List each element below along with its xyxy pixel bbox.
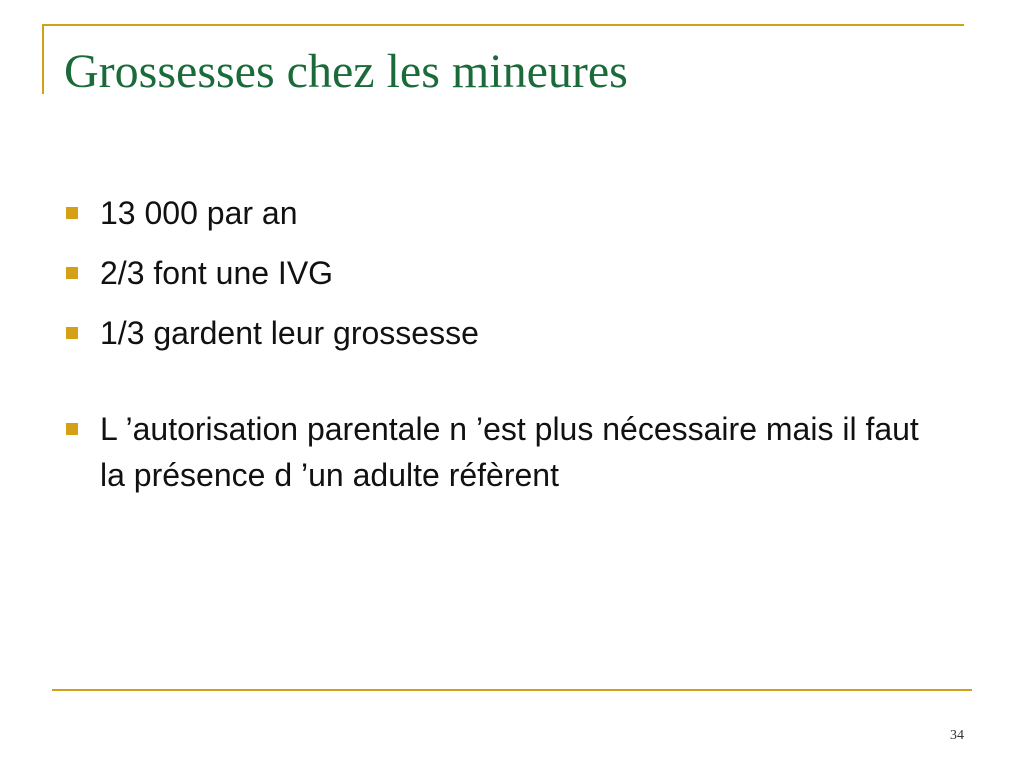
top-frame-line (42, 24, 964, 26)
bullet-item (64, 190, 924, 236)
bullet-list (64, 190, 924, 512)
bullet-item (64, 406, 924, 498)
bullet-text: L ’autorisation parentale n ’est plus nécessaire mais il faut la présence d ’un adulte réfèrent (100, 411, 919, 493)
slide-title: Grossesses chez les mineures (64, 45, 628, 98)
square-bullet-icon (66, 423, 78, 435)
bullet-item (64, 310, 924, 356)
bullet-item (64, 250, 924, 296)
bullet-text: 13 000 par an (100, 195, 298, 231)
page-number: 34 (950, 728, 964, 743)
bottom-divider-line (52, 689, 972, 691)
bullet-text: 2/3 font une IVG (100, 255, 334, 291)
square-bullet-icon (66, 207, 78, 219)
left-frame-line (42, 24, 44, 94)
square-bullet-icon (66, 327, 78, 339)
square-bullet-icon (66, 267, 78, 279)
bullet-text: 1/3 gardent leur grossesse (100, 315, 479, 351)
